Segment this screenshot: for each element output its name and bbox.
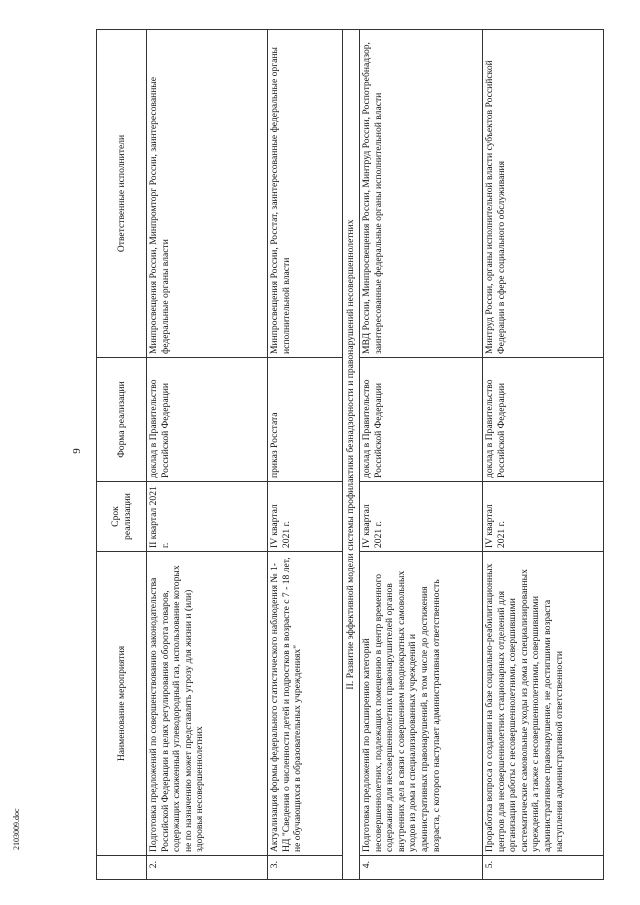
row-name: Актуализация формы федерального статистического наблюдения № 1-НД "Сведения о численности детей и подростков в возрасте с 7 - 18 лет, не обучающихся в образовательных учреждениях"	[268, 552, 343, 856]
row-term: IV квартал 2021 г.	[483, 482, 604, 552]
header-number	[97, 856, 147, 880]
header-name: Наименование мероприятия	[97, 552, 147, 856]
row-name: Подготовка предложений по совершенствованию законодательства Российской Федерации в целях регулирования оборота товаров, содержащих сжиженный углеводородный газ, использование которых не по назначению может представлять угрозу для жизни и (или) здоровья несовершеннолетних	[147, 552, 268, 856]
header-form: Форма реализации	[97, 358, 147, 482]
header-term: Срок реализации	[97, 482, 147, 552]
table-header-row	[97, 30, 147, 880]
document-code: 2103009.doc	[12, 808, 21, 850]
table-row	[268, 30, 343, 880]
section-row	[343, 30, 360, 880]
measures-table	[96, 29, 604, 880]
row-form: доклад в Правительство Российской Федерации	[483, 358, 604, 482]
row-form: доклад в Правительство Российской Федерации	[360, 358, 483, 482]
section-title: II. Развитие эффективной модели системы профилактики безнадзорности и правонарушений несовершеннолетних	[343, 30, 360, 880]
row-executors: Минпросвещения России, Росстат, заинтересованные федеральные органы исполнительной власти	[268, 30, 343, 358]
row-executors: МВД России, Минпросвещения России, Минтруд России, Роспотребнадзор, заинтересованные федеральные органы исполнительной власти	[360, 30, 483, 358]
row-name: Проработка вопроса о создании на базе социально-реабилитационных центров для несовершеннолетних стационарных отделений для организации работы с несовершеннолетними, совершившими систематические самовольные уходы из дома и специализированных учреждений, а также с несовершеннолетними, совершившими административное правонарушение, не достигшими возраста наступления административной ответственности	[483, 552, 604, 856]
row-term: IV квартал 2021 г.	[360, 482, 483, 552]
row-executors: Минпросвещения России, Минпромторг России, заинтересованные федеральные органы власти	[147, 30, 268, 358]
row-form: доклад в Правительство Российской Федерации	[147, 358, 268, 482]
table-row	[483, 30, 604, 880]
table-row	[360, 30, 483, 880]
row-number: 2.	[147, 856, 268, 880]
page-number: 9	[71, 448, 83, 454]
table-row	[147, 30, 268, 880]
row-form: приказ Росстата	[268, 358, 343, 482]
row-term: IV квартал 2021 г.	[268, 482, 343, 552]
row-name: Подготовка предложений по расширению категорий несовершеннолетних, подлежащих помещению в центр временного содержания для несовершеннолетних правонарушителей органов внутренних дел в связи с совершением неоднократных самовольных уходов из дома и специализированных учреждений и административных правонарушений, в том числе до достижения возраста, с которого наступает административная ответственность	[360, 552, 483, 856]
row-number: 5.	[483, 856, 604, 880]
rotated-table-block	[96, 30, 565, 880]
row-executors: Минтруд России, органы исполнительной власти субъектов Российской Федерации в сфере социального обслуживания	[483, 30, 604, 358]
row-term: II квартал 2021 г.	[147, 482, 268, 552]
row-number: 4.	[360, 856, 483, 880]
row-number: 3.	[268, 856, 343, 880]
header-executors: Ответственные исполнители	[97, 30, 147, 358]
